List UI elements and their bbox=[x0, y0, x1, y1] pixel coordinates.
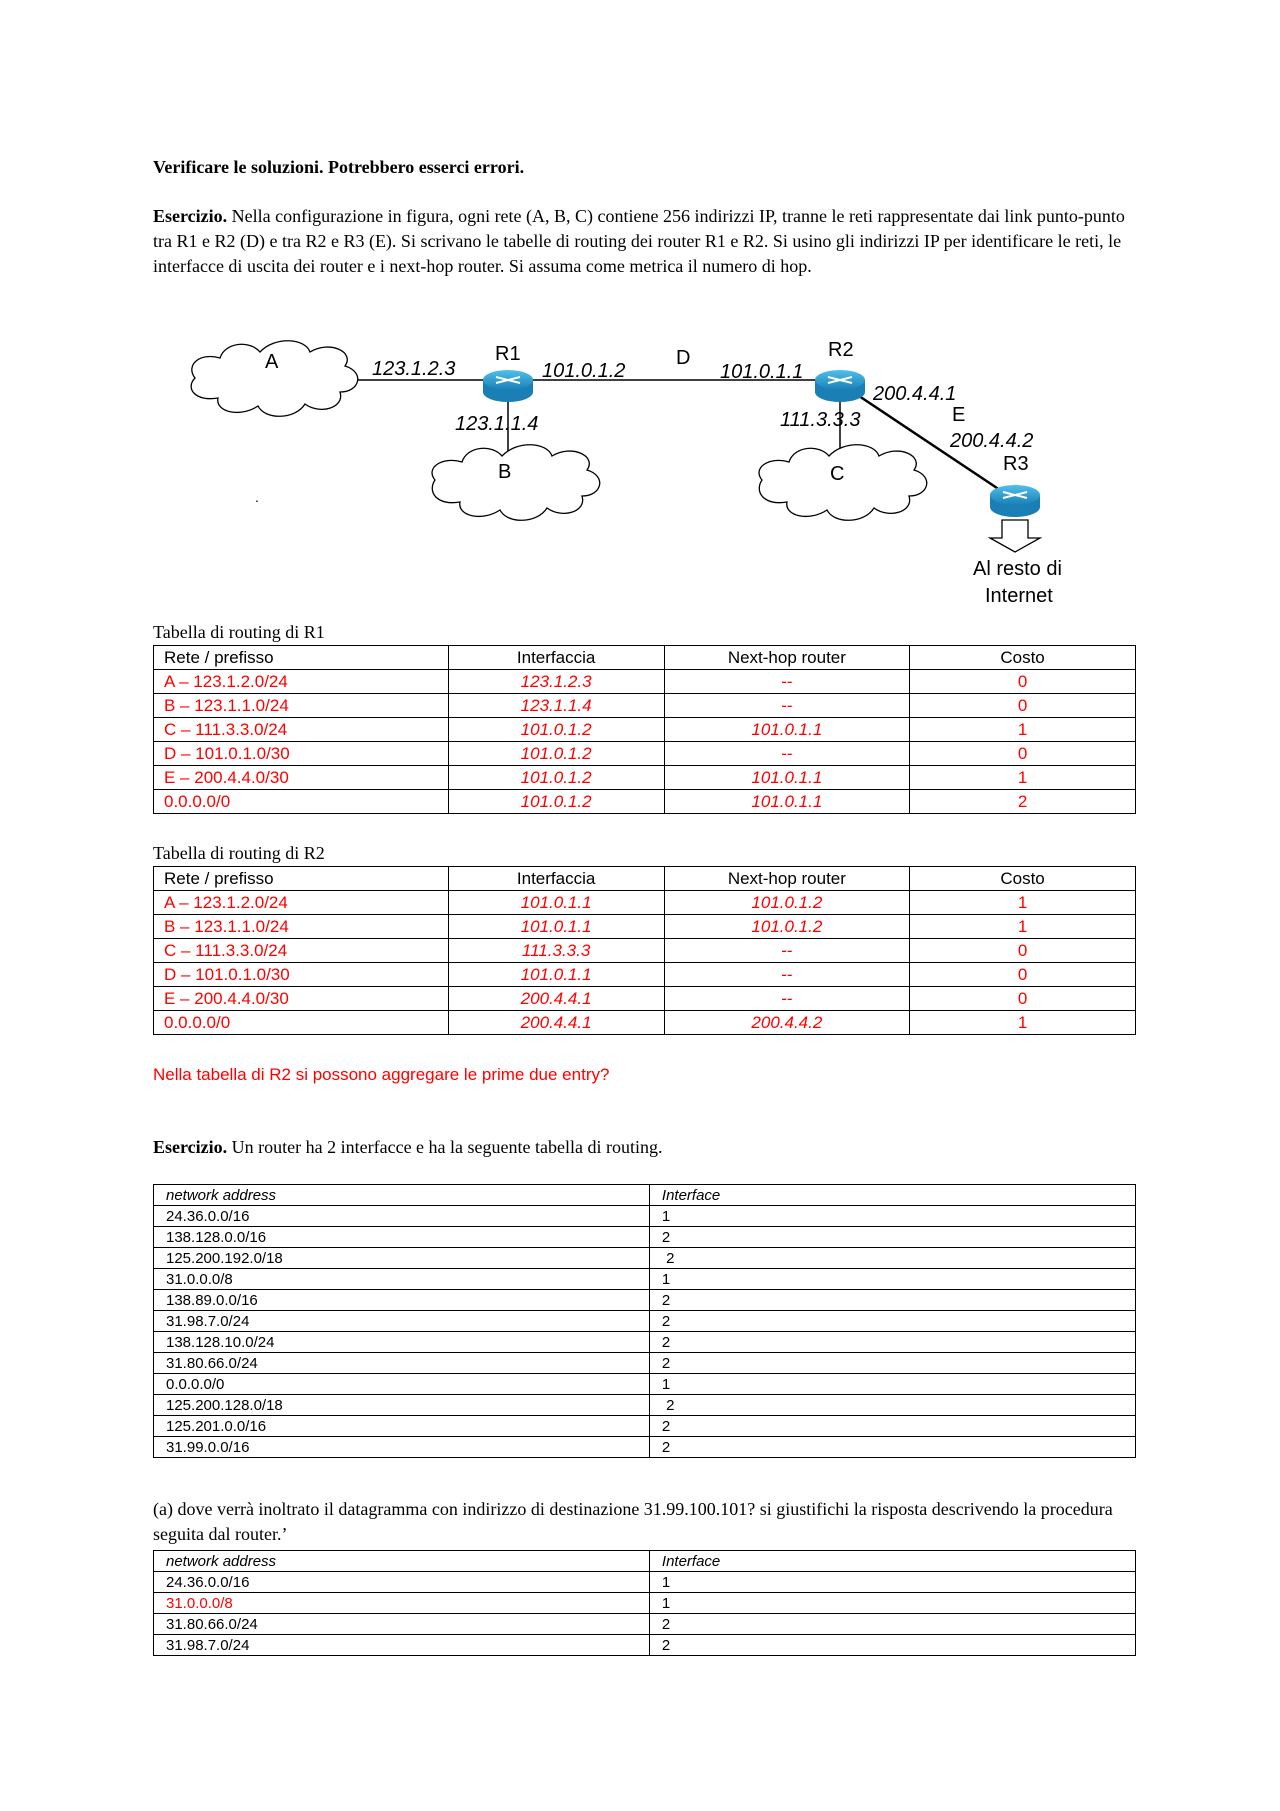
table-cell: -- bbox=[664, 987, 910, 1011]
router-r1-icon bbox=[483, 370, 533, 402]
table-cell: 2 bbox=[649, 1395, 1135, 1416]
aggregate-question: Nella tabella di R2 si possono aggregare le prime due entry? bbox=[153, 1065, 610, 1084]
label-link-d: D bbox=[676, 347, 691, 369]
header-cell: Interfaccia bbox=[448, 646, 664, 670]
table-row bbox=[154, 790, 1136, 814]
table-cell: 31.80.66.0/24 bbox=[154, 1614, 650, 1635]
exercise1-label: Esercizio. bbox=[153, 206, 228, 226]
header-cell: Interfaccia bbox=[448, 867, 664, 891]
ip-r1-d: 101.0.1.2 bbox=[542, 360, 626, 382]
routing-table-r1 bbox=[153, 645, 1136, 814]
table-row-highlighted bbox=[154, 1593, 1136, 1614]
table-cell: 2 bbox=[649, 1227, 1135, 1248]
table-cell: 138.128.10.0/24 bbox=[154, 1332, 650, 1353]
table-cell: 1 bbox=[910, 915, 1136, 939]
table-row bbox=[154, 1614, 1136, 1635]
table-cell: 138.89.0.0/16 bbox=[154, 1290, 650, 1311]
question-a: (a) dove verrà inoltrato il datagramma con indirizzo di destinazione 31.99.100.101? si giustifichi la risposta descrivendo la procedura seguita dal router.’ bbox=[153, 1499, 1113, 1544]
table-r1-caption: Tabella di routing di R1 bbox=[153, 622, 325, 642]
table-cell: 2 bbox=[649, 1635, 1135, 1656]
label-router-r2: R2 bbox=[828, 339, 854, 361]
table-cell: 1 bbox=[649, 1206, 1135, 1227]
table-header-row bbox=[154, 867, 1136, 891]
table-row bbox=[154, 742, 1136, 766]
table-cell: 101.0.1.2 bbox=[448, 718, 664, 742]
header-cell: Rete / prefisso bbox=[154, 646, 449, 670]
table-cell: C – 111.3.3.0/24 bbox=[154, 939, 449, 963]
ip-r1-a: 123.1.2.3 bbox=[372, 358, 456, 380]
table-row bbox=[154, 1206, 1136, 1227]
table-cell: 101.0.1.2 bbox=[448, 742, 664, 766]
table-cell: 125.201.0.0/16 bbox=[154, 1416, 650, 1437]
table-row bbox=[154, 1572, 1136, 1593]
table-cell: -- bbox=[664, 694, 910, 718]
table-row bbox=[154, 1311, 1136, 1332]
table-cell: 101.0.1.2 bbox=[448, 790, 664, 814]
exercise1-paragraph bbox=[153, 204, 1133, 279]
table-cell: 31.98.7.0/24 bbox=[154, 1311, 650, 1332]
table-row bbox=[154, 1353, 1136, 1374]
label-net-b: B bbox=[498, 461, 512, 483]
table-row bbox=[154, 1227, 1136, 1248]
table-row bbox=[154, 1635, 1136, 1656]
table-cell: 200.4.4.1 bbox=[448, 987, 664, 1011]
cloud-b bbox=[432, 445, 600, 521]
table-cell: 2 bbox=[649, 1332, 1135, 1353]
table-cell: 1 bbox=[910, 718, 1136, 742]
table-row bbox=[154, 891, 1136, 915]
exercise1-text: Nella configurazione in figura, ogni rete (A, B, C) contiene 256 indirizzi IP, tranne le reti rappresentate dai link punto-punto tra R1 e R2 (D) e tra R2 e R3 (E). Si scrivano le tabelle di routing dei router R1 e R2. Si usino gli indirizzi IP per identificare le reti, le interfacce di uscita dei router e i next-hop router. Si assuma come metrica il numero di hop. bbox=[153, 206, 1125, 276]
table-cell: 0.0.0.0/0 bbox=[154, 1374, 650, 1395]
table-cell: 101.0.1.1 bbox=[664, 766, 910, 790]
table-row bbox=[154, 718, 1136, 742]
table-cell: 123.1.1.4 bbox=[448, 694, 664, 718]
label-internet-line2: Internet bbox=[985, 585, 1053, 607]
ip-r2-c: 111.3.3.3 bbox=[780, 409, 861, 431]
table-row bbox=[154, 1416, 1136, 1437]
table-cell: 2 bbox=[910, 790, 1136, 814]
down-arrow-icon bbox=[990, 520, 1040, 552]
table-cell: 2 bbox=[649, 1248, 1135, 1269]
network-diagram bbox=[180, 330, 1080, 610]
table-cell: -- bbox=[664, 939, 910, 963]
table-row bbox=[154, 1290, 1136, 1311]
table-cell: 111.3.3.3 bbox=[448, 939, 664, 963]
table-row bbox=[154, 939, 1136, 963]
table-cell: 2 bbox=[649, 1437, 1135, 1458]
table-cell: 101.0.1.2 bbox=[448, 766, 664, 790]
table-row bbox=[154, 766, 1136, 790]
header-cell: network address bbox=[154, 1185, 650, 1206]
router-r3-icon bbox=[990, 485, 1040, 517]
table-header-row bbox=[154, 1185, 1136, 1206]
header-cell: network address bbox=[154, 1551, 650, 1572]
table-cell: 31.98.7.0/24 bbox=[154, 1635, 650, 1656]
table-cell: 1 bbox=[910, 1011, 1136, 1035]
table-r2-caption: Tabella di routing di R2 bbox=[153, 843, 325, 863]
table-header-row bbox=[154, 1551, 1136, 1572]
label-net-c: C bbox=[830, 463, 845, 485]
table-cell: 1 bbox=[910, 891, 1136, 915]
ip-r2-d: 101.0.1.1 bbox=[720, 361, 804, 383]
table-row bbox=[154, 915, 1136, 939]
table-cell: 138.128.0.0/16 bbox=[154, 1227, 650, 1248]
table-cell: 123.1.2.3 bbox=[448, 670, 664, 694]
table-cell: 1 bbox=[910, 766, 1136, 790]
table-cell: 101.0.1.1 bbox=[664, 718, 910, 742]
table-row bbox=[154, 670, 1136, 694]
warning-text: Verificare le soluzioni. Potrebbero esserci errori. bbox=[153, 157, 525, 177]
table-cell: 0 bbox=[910, 987, 1136, 1011]
table-cell: 0.0.0.0/0 bbox=[154, 1011, 449, 1035]
ip-r2-e: 200.4.4.1 bbox=[873, 383, 957, 405]
table-cell: 125.200.192.0/18 bbox=[154, 1248, 650, 1269]
table-cell: 2 bbox=[649, 1416, 1135, 1437]
table-cell: 101.0.1.1 bbox=[448, 963, 664, 987]
table-cell: 31.0.0.0/8 bbox=[154, 1269, 650, 1290]
label-router-r1: R1 bbox=[495, 343, 521, 365]
table-cell: A – 123.1.2.0/24 bbox=[154, 891, 449, 915]
routing-table-r2 bbox=[153, 866, 1136, 1035]
table-row bbox=[154, 694, 1136, 718]
table-cell: 31.80.66.0/24 bbox=[154, 1353, 650, 1374]
table-header-row bbox=[154, 646, 1136, 670]
table-cell: 200.4.4.1 bbox=[448, 1011, 664, 1035]
table-cell: 1 bbox=[649, 1572, 1135, 1593]
answer-table bbox=[153, 1550, 1136, 1656]
table-cell: 31.99.0.0/16 bbox=[154, 1437, 650, 1458]
table-cell: 125.200.128.0/18 bbox=[154, 1395, 650, 1416]
header-cell: Next-hop router bbox=[664, 867, 910, 891]
table-cell: 200.4.4.2 bbox=[664, 1011, 910, 1035]
table-cell: 0 bbox=[910, 963, 1136, 987]
table-row bbox=[154, 1248, 1136, 1269]
table-row bbox=[154, 987, 1136, 1011]
table-row bbox=[154, 1011, 1136, 1035]
table-row bbox=[154, 1332, 1136, 1353]
table-cell: A – 123.1.2.0/24 bbox=[154, 670, 449, 694]
exercise2-label: Esercizio. bbox=[153, 1137, 228, 1157]
header-cell: Interface bbox=[649, 1185, 1135, 1206]
ip-r3-e: 200.4.4.2 bbox=[950, 430, 1034, 452]
header-cell: Costo bbox=[910, 867, 1136, 891]
table-cell: 2 bbox=[649, 1353, 1135, 1374]
router-table bbox=[153, 1184, 1136, 1458]
table-row bbox=[154, 1374, 1136, 1395]
table-cell: -- bbox=[664, 963, 910, 987]
table-cell: 101.0.1.1 bbox=[448, 891, 664, 915]
table-row bbox=[154, 1269, 1136, 1290]
table-cell: 24.36.0.0/16 bbox=[154, 1206, 650, 1227]
header-cell: Rete / prefisso bbox=[154, 867, 449, 891]
table-cell: 0.0.0.0/0 bbox=[154, 790, 449, 814]
table-cell: E – 200.4.4.0/30 bbox=[154, 766, 449, 790]
stray-dot: . bbox=[255, 489, 259, 505]
table-cell: 24.36.0.0/16 bbox=[154, 1572, 650, 1593]
table-cell: -- bbox=[664, 670, 910, 694]
header-cell: Interface bbox=[649, 1551, 1135, 1572]
table-cell: B – 123.1.1.0/24 bbox=[154, 694, 449, 718]
table-cell: 101.0.1.2 bbox=[664, 915, 910, 939]
table-row bbox=[154, 963, 1136, 987]
table-cell: 0 bbox=[910, 939, 1136, 963]
table-cell: 1 bbox=[649, 1374, 1135, 1395]
table-cell: D – 101.0.1.0/30 bbox=[154, 963, 449, 987]
label-router-r3: R3 bbox=[1003, 453, 1029, 475]
table-cell: 1 bbox=[649, 1269, 1135, 1290]
table-cell: C – 111.3.3.0/24 bbox=[154, 718, 449, 742]
label-link-e: E bbox=[952, 404, 966, 426]
table-cell: B – 123.1.1.0/24 bbox=[154, 915, 449, 939]
table-cell: 2 bbox=[649, 1614, 1135, 1635]
header-cell: Next-hop router bbox=[664, 646, 910, 670]
table-cell: 31.0.0.0/8 bbox=[154, 1593, 650, 1614]
table-cell: 1 bbox=[649, 1593, 1135, 1614]
label-internet-line1: Al resto di bbox=[973, 558, 1062, 580]
table-cell: 0 bbox=[910, 670, 1136, 694]
table-cell: 101.0.1.2 bbox=[664, 891, 910, 915]
table-cell: 0 bbox=[910, 742, 1136, 766]
ip-r1-b: 123.1.1.4 bbox=[455, 413, 539, 435]
table-cell: 101.0.1.1 bbox=[664, 790, 910, 814]
label-net-a: A bbox=[265, 351, 279, 373]
table-row bbox=[154, 1437, 1136, 1458]
table-row bbox=[154, 1395, 1136, 1416]
table-cell: D – 101.0.1.0/30 bbox=[154, 742, 449, 766]
table-cell: E – 200.4.4.0/30 bbox=[154, 987, 449, 1011]
header-cell: Costo bbox=[910, 646, 1136, 670]
table-cell: -- bbox=[664, 742, 910, 766]
exercise2-text: Un router ha 2 interfacce e ha la seguente tabella di routing. bbox=[227, 1137, 663, 1157]
table-cell: 2 bbox=[649, 1311, 1135, 1332]
router-r2-icon bbox=[815, 370, 865, 402]
table-cell: 0 bbox=[910, 694, 1136, 718]
table-cell: 2 bbox=[649, 1290, 1135, 1311]
exercise2-paragraph bbox=[153, 1135, 1133, 1160]
table-cell: 101.0.1.1 bbox=[448, 915, 664, 939]
